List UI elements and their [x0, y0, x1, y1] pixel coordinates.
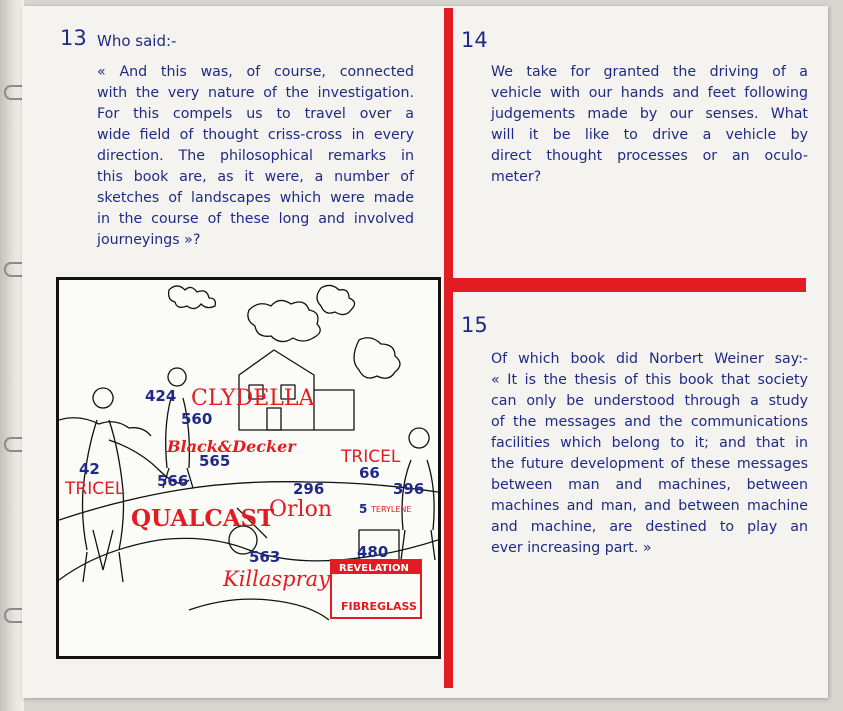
text-line: vehicle with our hands and feet following [491, 85, 808, 101]
brand-black-decker: Black&Decker [167, 437, 296, 456]
brand-killaspray: Killaspray [223, 567, 330, 591]
text-line: of the messages and the communications [491, 414, 808, 430]
text-line: wide field of thought criss-cross in every [97, 127, 414, 143]
revelation-label-box [331, 560, 421, 618]
text-line: « It is the thesis of this book that society [491, 372, 808, 388]
figure-head [168, 368, 186, 386]
brand-tricel-right: TRICEL [341, 447, 401, 467]
question-15-number: 15 [461, 313, 488, 337]
brand-qualcast: QUALCAST [131, 505, 275, 532]
brand-tricel-left: TRICEL [65, 479, 125, 499]
text-line: Of which book did Norbert Weiner say:- [491, 351, 808, 367]
text-line: can only be understood through a study [491, 393, 808, 409]
figure-head [93, 388, 113, 408]
text-line: We take for granted the driving of a [491, 64, 808, 80]
blue-numbers [79, 387, 424, 566]
number-label: 296 [293, 480, 325, 498]
house-extension [314, 390, 354, 430]
red-vertical-divider [444, 8, 453, 688]
question-14-text [491, 62, 808, 188]
number-label: 66 [359, 464, 380, 482]
text-line: facilities which belong to it; and that in [491, 435, 808, 451]
figure-legs [83, 552, 123, 582]
illustration-frame [56, 277, 441, 659]
text-line: judgements made by our senses. What [491, 106, 808, 122]
text-line: will it be like to drive a vehicle by [491, 127, 808, 143]
question-13-heading: Who said:- [97, 32, 177, 50]
cloud-shape [317, 285, 355, 314]
number-label: 565 [199, 452, 231, 470]
number-label: 5 [359, 502, 368, 516]
number-label: 566 [157, 472, 189, 490]
question-14-number: 14 [461, 28, 488, 52]
number-label: 563 [249, 548, 281, 566]
number-label: 396 [393, 480, 425, 498]
brand-clydella: CLYDELLA [191, 386, 315, 411]
question-13-number: 13 [60, 26, 87, 50]
number-label: 560 [181, 410, 213, 428]
cloud-shape [169, 286, 216, 309]
ground-line [189, 599, 329, 620]
illustration-drawing [59, 280, 438, 656]
brand-orlon: Orlon [269, 497, 333, 522]
text-line: the future development of these messages [491, 456, 808, 472]
brand-revelation: REVELATION [339, 563, 409, 574]
binding-spine [0, 0, 24, 711]
text-line: this book are, as it were, a number of [97, 169, 414, 185]
question-15-text [491, 349, 808, 559]
text-line: For this compels us to travel over a [97, 106, 414, 122]
figure-head [409, 428, 429, 448]
text-line: meter? [491, 169, 542, 185]
cloud-shape [354, 338, 400, 379]
number-label: 480 [357, 543, 389, 561]
number-label: 424 [145, 387, 177, 405]
cloud-shape [248, 300, 320, 341]
text-line: in the course of these long and involved [97, 211, 414, 227]
question-13-text [97, 62, 414, 251]
text-line: direct thought processes or an oculo- [491, 148, 808, 164]
brand-terylene: TERYLENE [371, 505, 412, 514]
hill-line [59, 418, 151, 436]
scissors [93, 530, 113, 570]
text-line: direction. The philosophical remarks in [97, 148, 414, 164]
text-line: between man and machines, between [491, 477, 808, 493]
text-line: and machine, are destined to play an [491, 519, 808, 535]
text-line: sketches of landscapes which were made [97, 190, 414, 206]
text-line: machines and man, and between machine [491, 498, 808, 514]
red-horizontal-divider [444, 278, 806, 292]
brand-fibreglass: FIBREGLASS [341, 600, 417, 613]
number-label: 42 [79, 460, 100, 478]
text-line: « And this was, of course, connected [97, 64, 414, 80]
text-line: with the very nature of the investigation. [97, 85, 414, 101]
text-line: ever increasing part. » [491, 540, 652, 556]
text-line: journeyings »? [97, 232, 201, 248]
